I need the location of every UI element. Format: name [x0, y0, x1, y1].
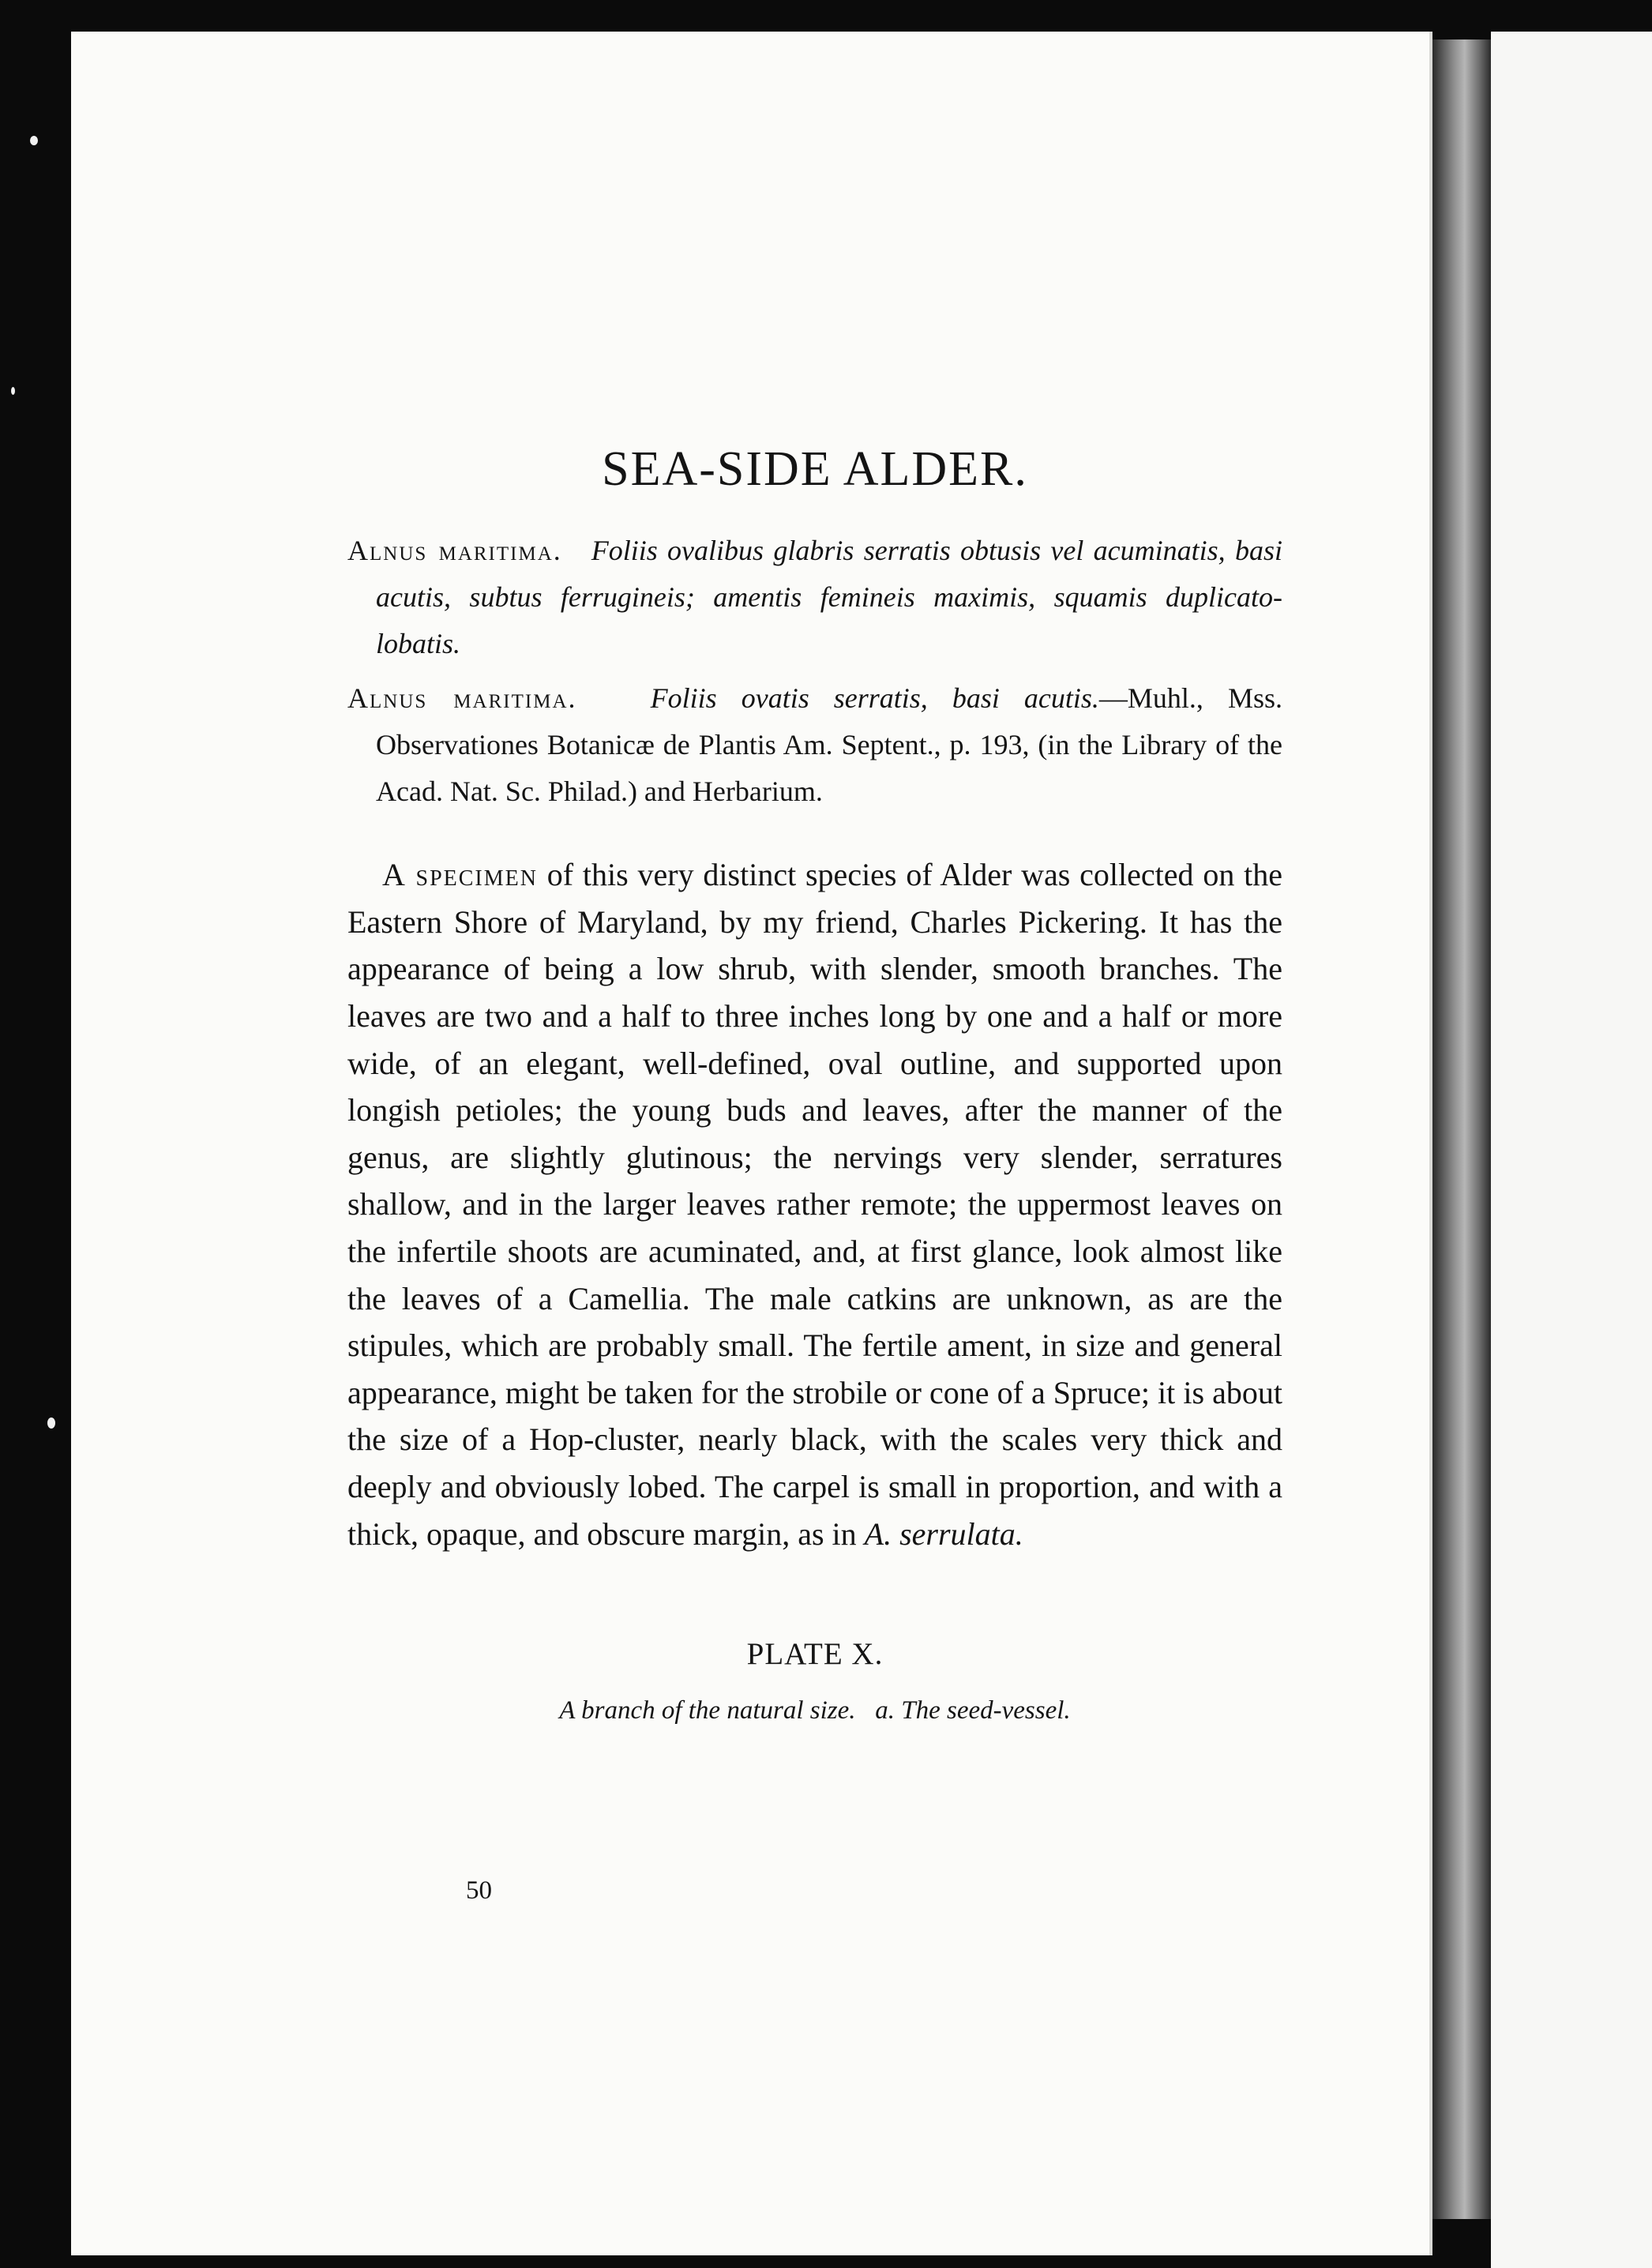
page-number: 50: [466, 1876, 492, 1905]
body-text: of this very distinct species of Alder was collected on the Eastern Shore of Maryland, by my friend, Charles Pickering. It has the appearance of being a low shrub, with slender, smooth branches. The leaves are two and a half to three inches long by one and a half or more wide, of an elegant, well-defined, oval outline, and supported upon longish petioles; the young buds and leaves, after the manner of the genus, are slightly glutinous; the nervings very slender, serratures shallow, and in the larger leaves rather remote; the uppermost leaves on the infertile shoots are acuminated, and, at first glance, look almost like the leaves of a Camellia. The male catkins are unknown, as are the stipules, which are probably small. The fertile ament, in size and general appearance, might be taken for the strobile or cone of a Spruce; it is about the size of a Hop-cluster, nearly black, with the scales very thick and deeply and obviously lobed. The carpel is small in proportion, and with a thick, opaque, and obscure margin, as in: [347, 857, 1282, 1552]
body-lead-words: A specimen: [382, 857, 538, 893]
plate-caption: A branch of the natural size. a. The seed-vessel.: [559, 1695, 1071, 1725]
synonym-name: Alnus maritima.: [347, 535, 562, 567]
synonym-description: Foliis ovalibus glabris serratis obtusis vel acuminatis, basi acutis, subtus ferrugineis; amentis femineis maximis, squamis duplicato-lobatis.: [376, 535, 1283, 660]
scan-speck: [30, 136, 38, 145]
synonym-description: Foliis ovatis serratis, basi acutis.: [650, 682, 1099, 715]
species-reference: A. serrulata.: [864, 1515, 1023, 1552]
synonym-entry: [347, 528, 1282, 667]
synonym-name: Alnus maritima.: [347, 682, 577, 715]
body-paragraph: [347, 851, 1282, 1557]
synonym-entry: [347, 675, 1282, 815]
page-content: [347, 442, 1282, 1726]
scan-speck: [47, 1418, 55, 1429]
adjacent-page-edge: [1491, 32, 1652, 2268]
plate-heading: PLATE X.: [746, 1637, 884, 1672]
page-title: SEA-SIDE ALDER.: [602, 442, 1028, 496]
synonym-citation: —Muhl., Mss. Observationes Botanicæ de Plantis Am. Septent., p. 193, (in the Library of the Acad. Nat. Sc. Philad.) and Herbarium.: [376, 682, 1282, 808]
scan-speck: [11, 387, 15, 395]
book-gutter: [1432, 39, 1491, 2219]
